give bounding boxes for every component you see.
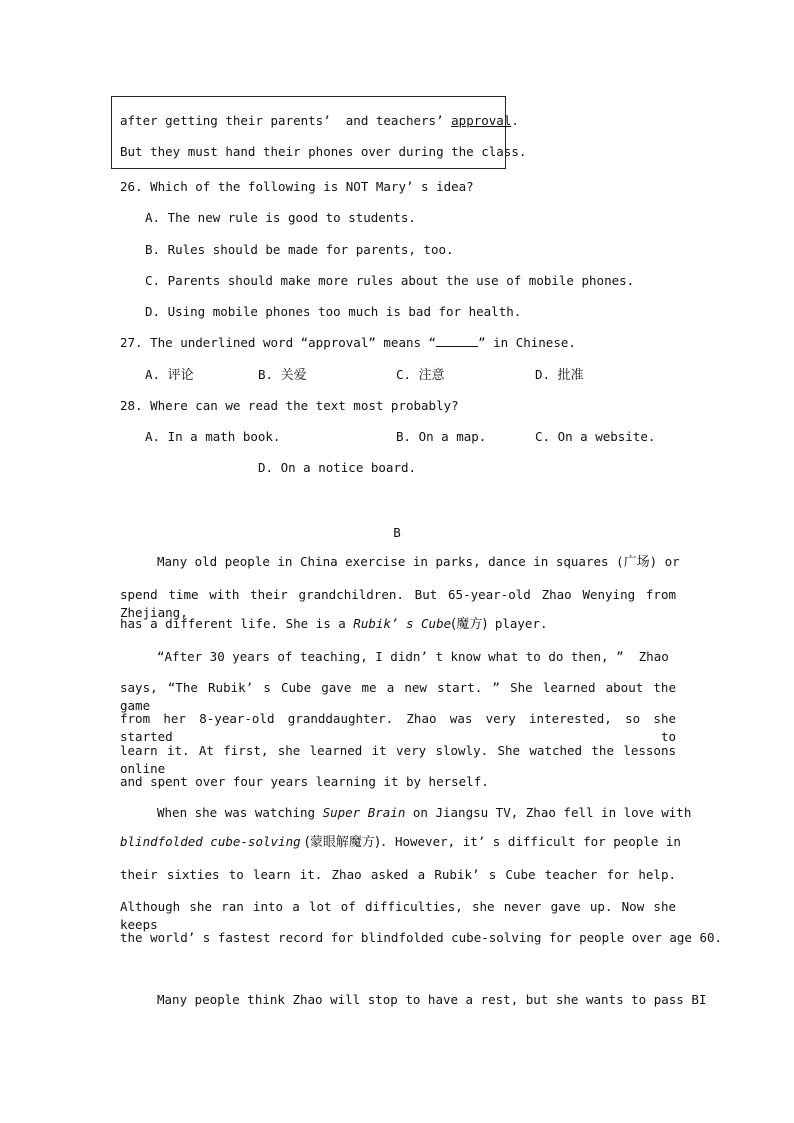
para-3-line-1 [157,804,691,822]
para-3-line-1-text: When she was watching [157,805,323,820]
para-3-line-2-end: . However, it’ s difficult for people in [379,834,681,849]
para-3-line-4: Although she ran into a lot of difficulties, she never gave up. Now she keeps [120,899,676,932]
chinese-gloss: 广场 [623,555,650,570]
q26-option-a: A. The new rule is good to students. [145,210,416,225]
answer-blank [436,334,478,347]
italic-term-super-brain: Super Brain [322,805,406,820]
q27-option-c [396,366,445,385]
q27-option-a-letter: A. [145,367,161,382]
q27-option-c-letter: C. [396,367,412,382]
para-1-line-1-end: ) or [649,554,680,569]
q27-stem-end: ” in Chinese. [478,335,576,350]
q26-option-c: C. Parents should make more rules about the use of mobile phones. [145,273,635,288]
question-27 [120,334,576,352]
q27-option-b-letter: B. [258,367,274,382]
q27-option-d-text: 批准 [557,368,584,383]
q27-option-b [258,366,307,385]
box-line-1-text: after getting their parents’ and teachers’ [120,113,452,128]
q28-option-a: A. In a math book. [145,429,281,444]
para-2-line-4: learn it. At first, she learned it very slowly. She watched the lessons online [120,743,676,776]
para-1-line-1-text: Many old people in China exercise in parks, dance in squares ( [157,554,624,569]
para-1-line-3 [120,615,548,634]
para-1-line-3-end: player. [487,616,548,631]
q27-option-b-text: 关爱 [280,368,307,383]
q27-option-d-letter: D. [535,367,551,382]
para-2-line-2: says, “The Rubik’ s Cube gave me a new start. ” She learned about the game [120,680,676,713]
underlined-word-approval: approval [451,113,512,128]
para-1-line-1 [157,553,680,572]
q27-option-a [145,366,194,385]
box-line-2: But they must hand their phones over during the class. [120,144,527,159]
para-3-line-5: the world’ s fastest record for blindfolded cube-solving for people over age 60. [120,930,723,945]
para-4-line-1: Many people think Zhao will stop to have a rest, but she wants to pass BI [157,992,707,1007]
q26-option-b: B. Rules should be made for parents, too. [145,242,454,257]
section-title: B [393,525,401,540]
italic-term-rubiks-cube: Rubik’ s Cube [353,616,452,631]
para-3-line-2 [120,833,681,852]
question-28: 28. Where can we read the text most probably? [120,398,459,413]
q26-option-d: D. Using mobile phones too much is bad for health. [145,304,522,319]
chinese-gloss: (蒙眼解魔方) [300,835,380,850]
q28-option-b: B. On a map. [396,429,487,444]
para-3-line-1-end: on Jiangsu TV, Zhao fell in love with [405,805,692,820]
q27-option-a-text: 评论 [167,368,194,383]
para-1-line-3-text: has a different life. She is a [120,616,354,631]
para-1-line-2: spend time with their grandchildren. But 65-year-old Zhao Wenying from Zhejiang, [120,587,676,620]
para-2-line-3: from her 8-year-old granddaughter. Zhao was very interested, so she started to [120,711,676,744]
question-26: 26. Which of the following is NOT Mary’ s idea? [120,179,474,194]
chinese-gloss: (魔方) [451,617,488,632]
box-line-1 [120,112,519,130]
para-2-line-1: “After 30 years of teaching, I didn’ t know what to do then, ” Zhao [157,649,669,664]
q27-option-c-text: 注意 [418,368,445,383]
q27-stem-start: 27. The underlined word “approval” means “ [120,335,437,350]
para-3-line-3: their sixties to learn it. Zhao asked a Rubik’ s Cube teacher for help. [120,867,676,882]
para-2-line-5: and spent over four years learning it by herself. [120,774,489,789]
q28-option-d: D. On a notice board. [258,460,417,475]
q28-option-c: C. On a website. [535,429,656,444]
q27-option-d [535,366,584,385]
box-line-1-end: . [511,113,519,128]
italic-term-blindfolded: blindfolded cube-solving [120,834,301,849]
